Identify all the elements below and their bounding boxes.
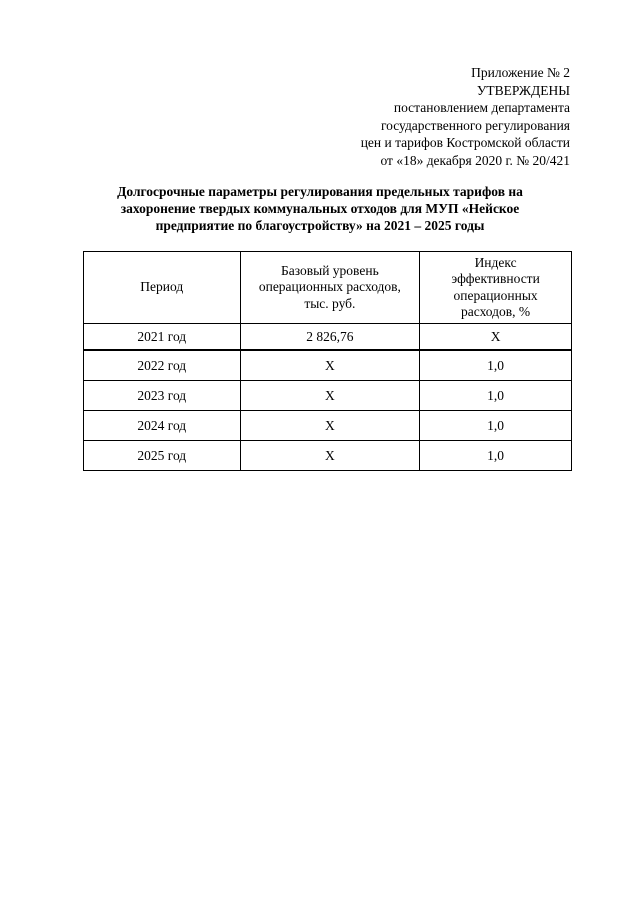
cell-period: 2023 год [84, 381, 241, 411]
table-row [84, 381, 572, 411]
parameters-table [83, 251, 572, 471]
cell-base-level: 2 826,76 [240, 324, 420, 351]
table-header-row [84, 252, 572, 324]
approval-text: государственного регулирования [380, 117, 570, 133]
approval-date-number: от «18» декабря 2020 г. № 20/421 [380, 152, 570, 168]
document-title [80, 183, 560, 234]
cell-efficiency-index: 1,0 [420, 411, 572, 441]
cell-efficiency-index: 1,0 [420, 350, 572, 381]
table-row [84, 350, 572, 381]
cell-efficiency-index: 1,0 [420, 441, 572, 471]
cell-period: 2022 год [84, 350, 241, 381]
cell-efficiency-index: 1,0 [420, 381, 572, 411]
table-row [84, 411, 572, 441]
cell-base-level: Х [240, 441, 420, 471]
cell-base-level: Х [240, 411, 420, 441]
cell-base-level: Х [240, 381, 420, 411]
cell-period: 2024 год [84, 411, 241, 441]
cell-period: 2025 год [84, 441, 241, 471]
approval-block [361, 64, 570, 169]
approval-text: постановлением департамента [393, 100, 570, 115]
approved-label: УТВЕРЖДЕНЫ [476, 82, 570, 98]
table-row [84, 441, 572, 471]
title-line: захоронение твердых коммунальных отходов для МУП «Нейское [120, 201, 520, 216]
header-efficiency-index: Индекс эффективности операционных расходов, % [420, 252, 572, 324]
header-period: Период [84, 252, 241, 324]
header-base-level: Базовый уровень операционных расходов, тыс. руб. [240, 252, 420, 324]
title-line: Долгосрочные параметры регулирования предельных тарифов на [117, 184, 523, 199]
cell-efficiency-index: Х [420, 324, 572, 351]
table-row [84, 324, 572, 351]
approval-text: цен и тарифов Костромской области [360, 135, 570, 150]
cell-base-level: Х [240, 350, 420, 381]
appendix-number: Приложение № 2 [471, 65, 570, 80]
title-line: предприятие по благоустройству» на 2021 – 2025 годы [155, 218, 485, 233]
cell-period: 2021 год [84, 324, 241, 351]
